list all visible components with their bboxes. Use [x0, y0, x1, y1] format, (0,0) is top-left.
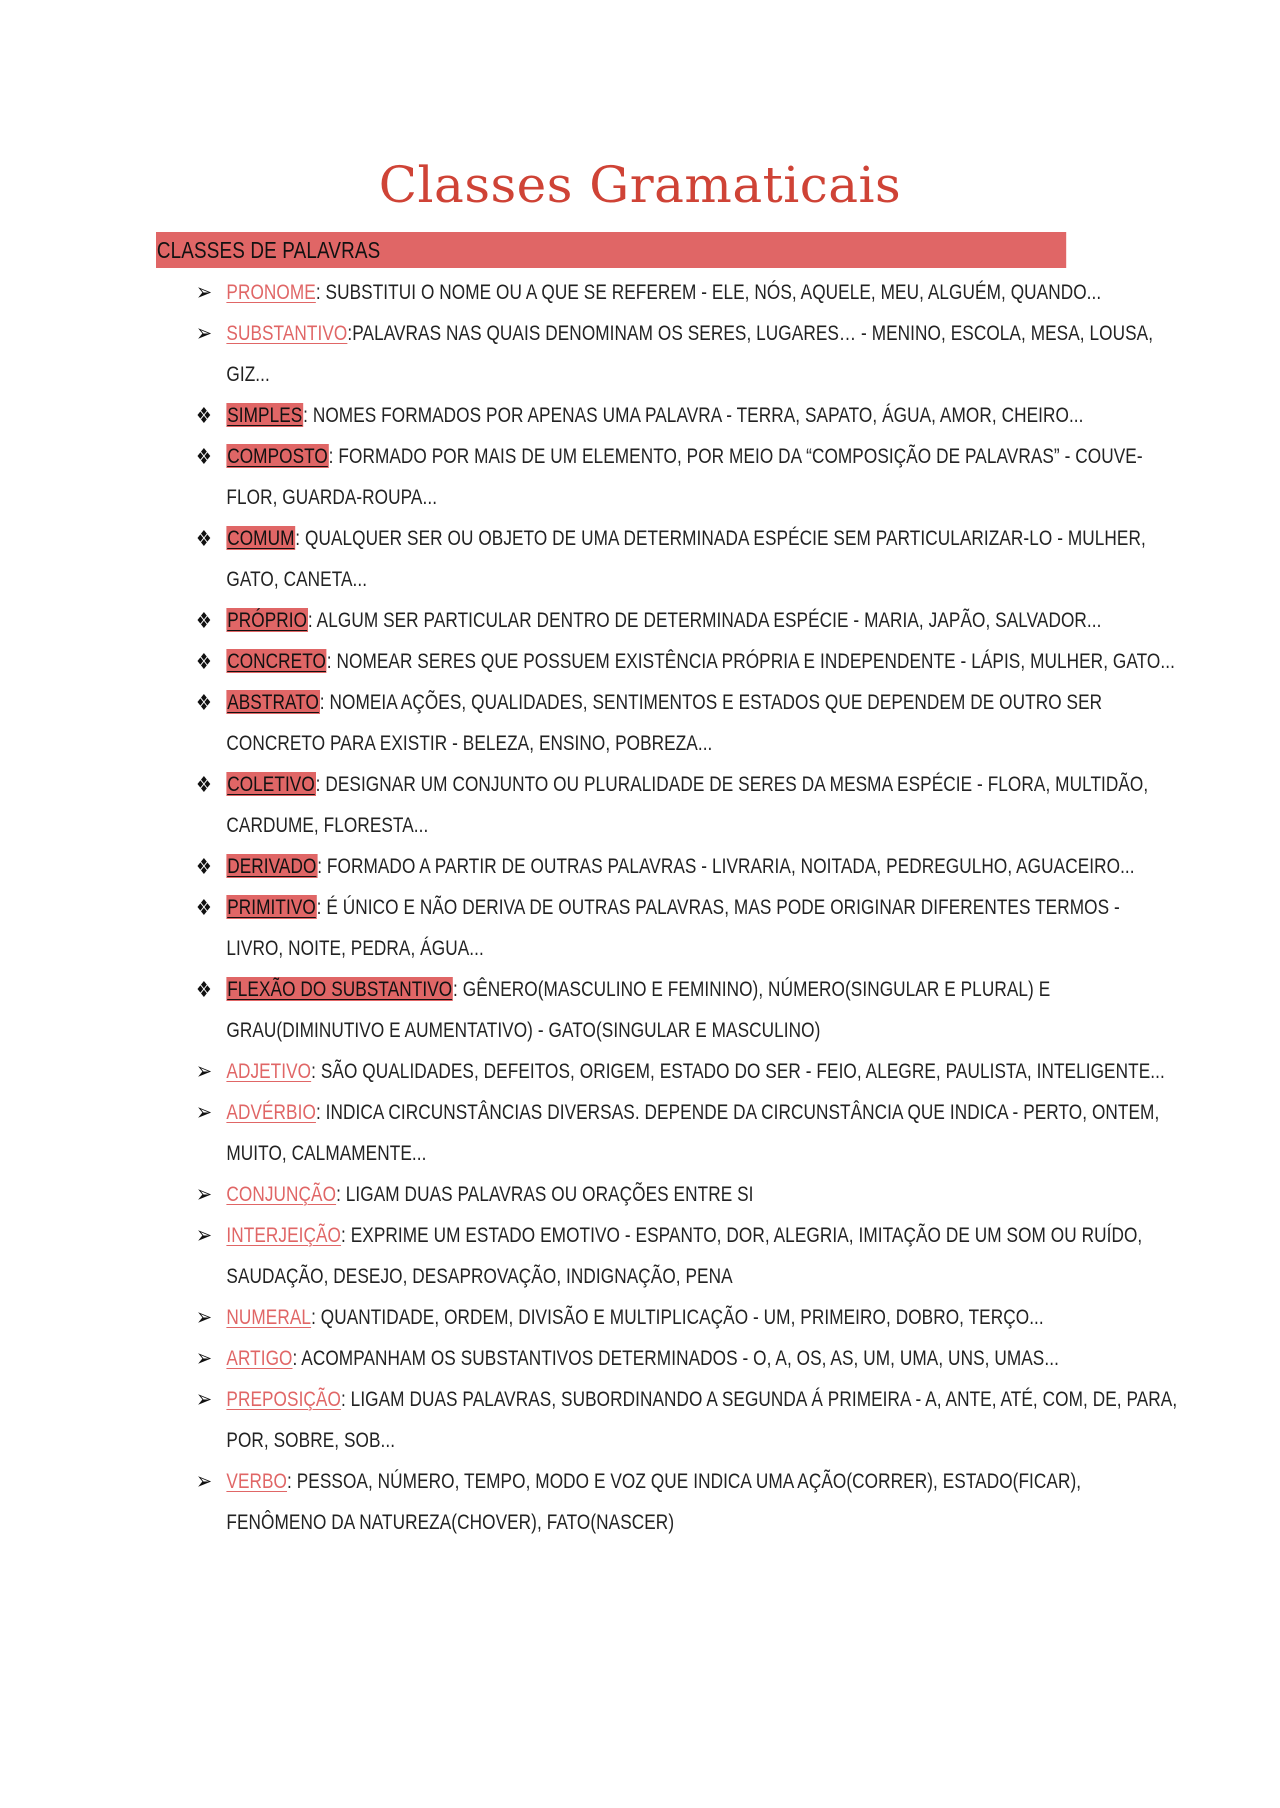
diamond-bullet-icon: ❖	[196, 895, 212, 920]
list-item-term: VERBO	[226, 1469, 288, 1493]
list-item-description: : LIGAM DUAS PALAVRAS, SUBORDINANDO A SEGUNDA Á PRIMEIRA - A, ANTE, ATÉ, COM, DE, PARA, POR, SOBRE, SOB...	[226, 1387, 1178, 1452]
list-item-description: : FORMADO POR MAIS DE UM ELEMENTO, POR MEIO DA “COMPOSIÇÃO DE PALAVRAS” - COUVE-FLOR, GUARDA-ROUPA...	[226, 444, 1143, 509]
list-item-term: COMPOSTO	[227, 444, 328, 468]
arrow-bullet-icon: ➢	[196, 1386, 213, 1413]
diamond-bullet-icon: ❖	[196, 403, 212, 428]
list-item	[196, 641, 1178, 682]
arrow-bullet-icon: ➢	[196, 1099, 213, 1126]
list-item-description: : NOMEIA AÇÕES, QUALIDADES, SENTIMENTOS E ESTADOS QUE DEPENDEM DE OUTRO SER CONCRETO PARA EXISTIR - BELEZA, ENSINO, POBREZA...	[226, 690, 1103, 755]
arrow-bullet-icon: ➢	[196, 1058, 213, 1085]
arrow-bullet-icon: ➢	[196, 1304, 213, 1331]
list-item-description: : SUBSTITUI O NOME OU A QUE SE REFEREM - ELE, NÓS, AQUELE, MEU, ALGUÉM, QUANDO...	[315, 280, 1102, 304]
diamond-bullet-icon: ❖	[196, 444, 212, 469]
diamond-bullet-icon: ❖	[196, 977, 212, 1002]
list-item-description: : EXPRIME UM ESTADO EMOTIVO - ESPANTO, DOR, ALEGRIA, IMITAÇÃO DE UM SOM OU RUÍDO, SAUDAÇÃO, DESEJO, DESAPROVAÇÃO, INDIGNAÇÃO, PENA	[226, 1223, 1143, 1288]
list-item-description: : PESSOA, NÚMERO, TEMPO, MODO E VOZ QUE INDICA UMA AÇÃO(CORRER), ESTADO(FICAR), FENÔMENO DA NATUREZA(CHOVER), FATO(NASCER)	[226, 1469, 1082, 1534]
arrow-bullet-icon: ➢	[196, 1181, 213, 1208]
diamond-bullet-icon: ❖	[196, 854, 212, 879]
list-item-term: INTERJEIÇÃO	[226, 1223, 342, 1247]
list-item-description: : QUANTIDADE, ORDEM, DIVISÃO E MULTIPLICAÇÃO - UM, PRIMEIRO, DOBRO, TERÇO...	[311, 1305, 1044, 1329]
arrow-bullet-icon: ➢	[196, 1345, 213, 1372]
list-item	[196, 764, 1178, 846]
list-item-term: ABSTRATO	[227, 690, 319, 714]
list-item-description: : FORMADO A PARTIR DE OUTRAS PALAVRAS - LIVRARIA, NOITADA, PEDREGULHO, AGUACEIRO...	[317, 854, 1135, 878]
list-item-term: PREPOSIÇÃO	[226, 1387, 341, 1411]
list-item-description: : NOMES FORMADOS POR APENAS UMA PALAVRA - TERRA, SAPATO, ÁGUA, AMOR, CHEIRO...	[303, 403, 1084, 427]
list-item-term: CONCRETO	[227, 649, 326, 673]
diamond-bullet-icon: ❖	[196, 608, 212, 633]
arrow-bullet-icon: ➢	[196, 1222, 213, 1249]
section-heading: CLASSES DE PALAVRAS	[156, 232, 1066, 268]
list-item-term: PRIMITIVO	[227, 895, 316, 919]
list-item-term: ADJETIVO	[226, 1059, 312, 1083]
list-item-term: CONJUNÇÃO	[226, 1182, 337, 1206]
list-item-term: DERIVADO	[227, 854, 317, 878]
list-item-description: :PALAVRAS NAS QUAIS DENOMINAM OS SERES, LUGARES… - MENINO, ESCOLA, MESA, LOUSA, GIZ...	[226, 321, 1154, 386]
list-item-term: NUMERAL	[226, 1305, 312, 1329]
list-item-description: : SÃO QUALIDADES, DEFEITOS, ORIGEM, ESTADO DO SER - FEIO, ALEGRE, PAULISTA, INTELIGENTE...	[311, 1059, 1165, 1083]
list-item-term: COMUM	[227, 526, 295, 550]
list-item	[196, 1092, 1178, 1174]
list-item	[196, 1379, 1178, 1461]
list-item-description: : INDICA CIRCUNSTÂNCIAS DIVERSAS. DEPENDE DA CIRCUNSTÂNCIA QUE INDICA - PERTO, ONTEM, MUITO, CALMAMENTE...	[226, 1100, 1160, 1165]
arrow-bullet-icon: ➢	[196, 320, 213, 347]
list-item-description: : DESIGNAR UM CONJUNTO OU PLURALIDADE DE SERES DA MESMA ESPÉCIE - FLORA, MULTIDÃO, CARDUME, FLORESTA...	[226, 772, 1149, 837]
list-item-term: PRONOME	[226, 280, 316, 304]
list-item-term: ADVÉRBIO	[226, 1100, 316, 1124]
list-item	[196, 1297, 1178, 1338]
diamond-bullet-icon: ❖	[196, 649, 212, 674]
word-class-list	[196, 272, 1178, 1543]
list-item	[196, 887, 1178, 969]
arrow-bullet-icon: ➢	[196, 1468, 213, 1495]
list-item	[196, 436, 1178, 518]
list-item	[196, 1051, 1178, 1092]
list-item	[196, 272, 1178, 313]
list-item-description: : LIGAM DUAS PALAVRAS OU ORAÇÕES ENTRE SI	[336, 1182, 754, 1206]
document-title: Classes Gramaticais	[378, 156, 902, 214]
list-item-term: ARTIGO	[226, 1346, 293, 1370]
diamond-bullet-icon: ❖	[196, 690, 212, 715]
list-item	[196, 600, 1178, 641]
list-item-description: : NOMEAR SERES QUE POSSUEM EXISTÊNCIA PRÓPRIA E INDEPENDENTE - LÁPIS, MULHER, GATO...	[326, 649, 1175, 673]
list-item	[196, 969, 1178, 1051]
list-item	[196, 1174, 1178, 1215]
arrow-bullet-icon: ➢	[196, 279, 213, 306]
diamond-bullet-icon: ❖	[196, 772, 212, 797]
list-item-description: : ACOMPANHAM OS SUBSTANTIVOS DETERMINADOS - O, A, OS, AS, UM, UMA, UNS, UMAS...	[292, 1346, 1059, 1370]
list-item	[196, 1215, 1178, 1297]
list-item	[196, 395, 1178, 436]
list-item	[196, 846, 1178, 887]
list-item-term: SIMPLES	[227, 403, 303, 427]
list-item-description: : GÊNERO(MASCULINO E FEMININO), NÚMERO(SINGULAR E PLURAL) E GRAU(DIMINUTIVO E AUMENTATIVO) - GATO(SINGULAR E MASCULINO)	[226, 977, 1051, 1042]
list-item-description: : É ÚNICO E NÃO DERIVA DE OUTRAS PALAVRAS, MAS PODE ORIGINAR DIFERENTES TERMOS - LIVRO, NOITE, PEDRA, ÁGUA...	[226, 895, 1120, 960]
list-item-term: COLETIVO	[227, 772, 315, 796]
list-item-description: : ALGUM SER PARTICULAR DENTRO DE DETERMINADA ESPÉCIE - MARIA, JAPÃO, SALVADOR...	[307, 608, 1102, 632]
diamond-bullet-icon: ❖	[196, 526, 212, 551]
list-item	[196, 1461, 1178, 1543]
list-item-term: SUBSTANTIVO	[226, 321, 348, 345]
list-item-description: : QUALQUER SER OU OBJETO DE UMA DETERMINADA ESPÉCIE SEM PARTICULARIZAR-LO - MULHER, GATO, CANETA...	[226, 526, 1146, 591]
list-item-term: PRÓPRIO	[227, 608, 308, 632]
list-item	[196, 518, 1178, 600]
list-item-term: FLEXÃO DO SUBSTANTIVO	[227, 977, 453, 1001]
list-item	[196, 682, 1178, 764]
list-item	[196, 313, 1178, 395]
list-item	[196, 1338, 1178, 1379]
